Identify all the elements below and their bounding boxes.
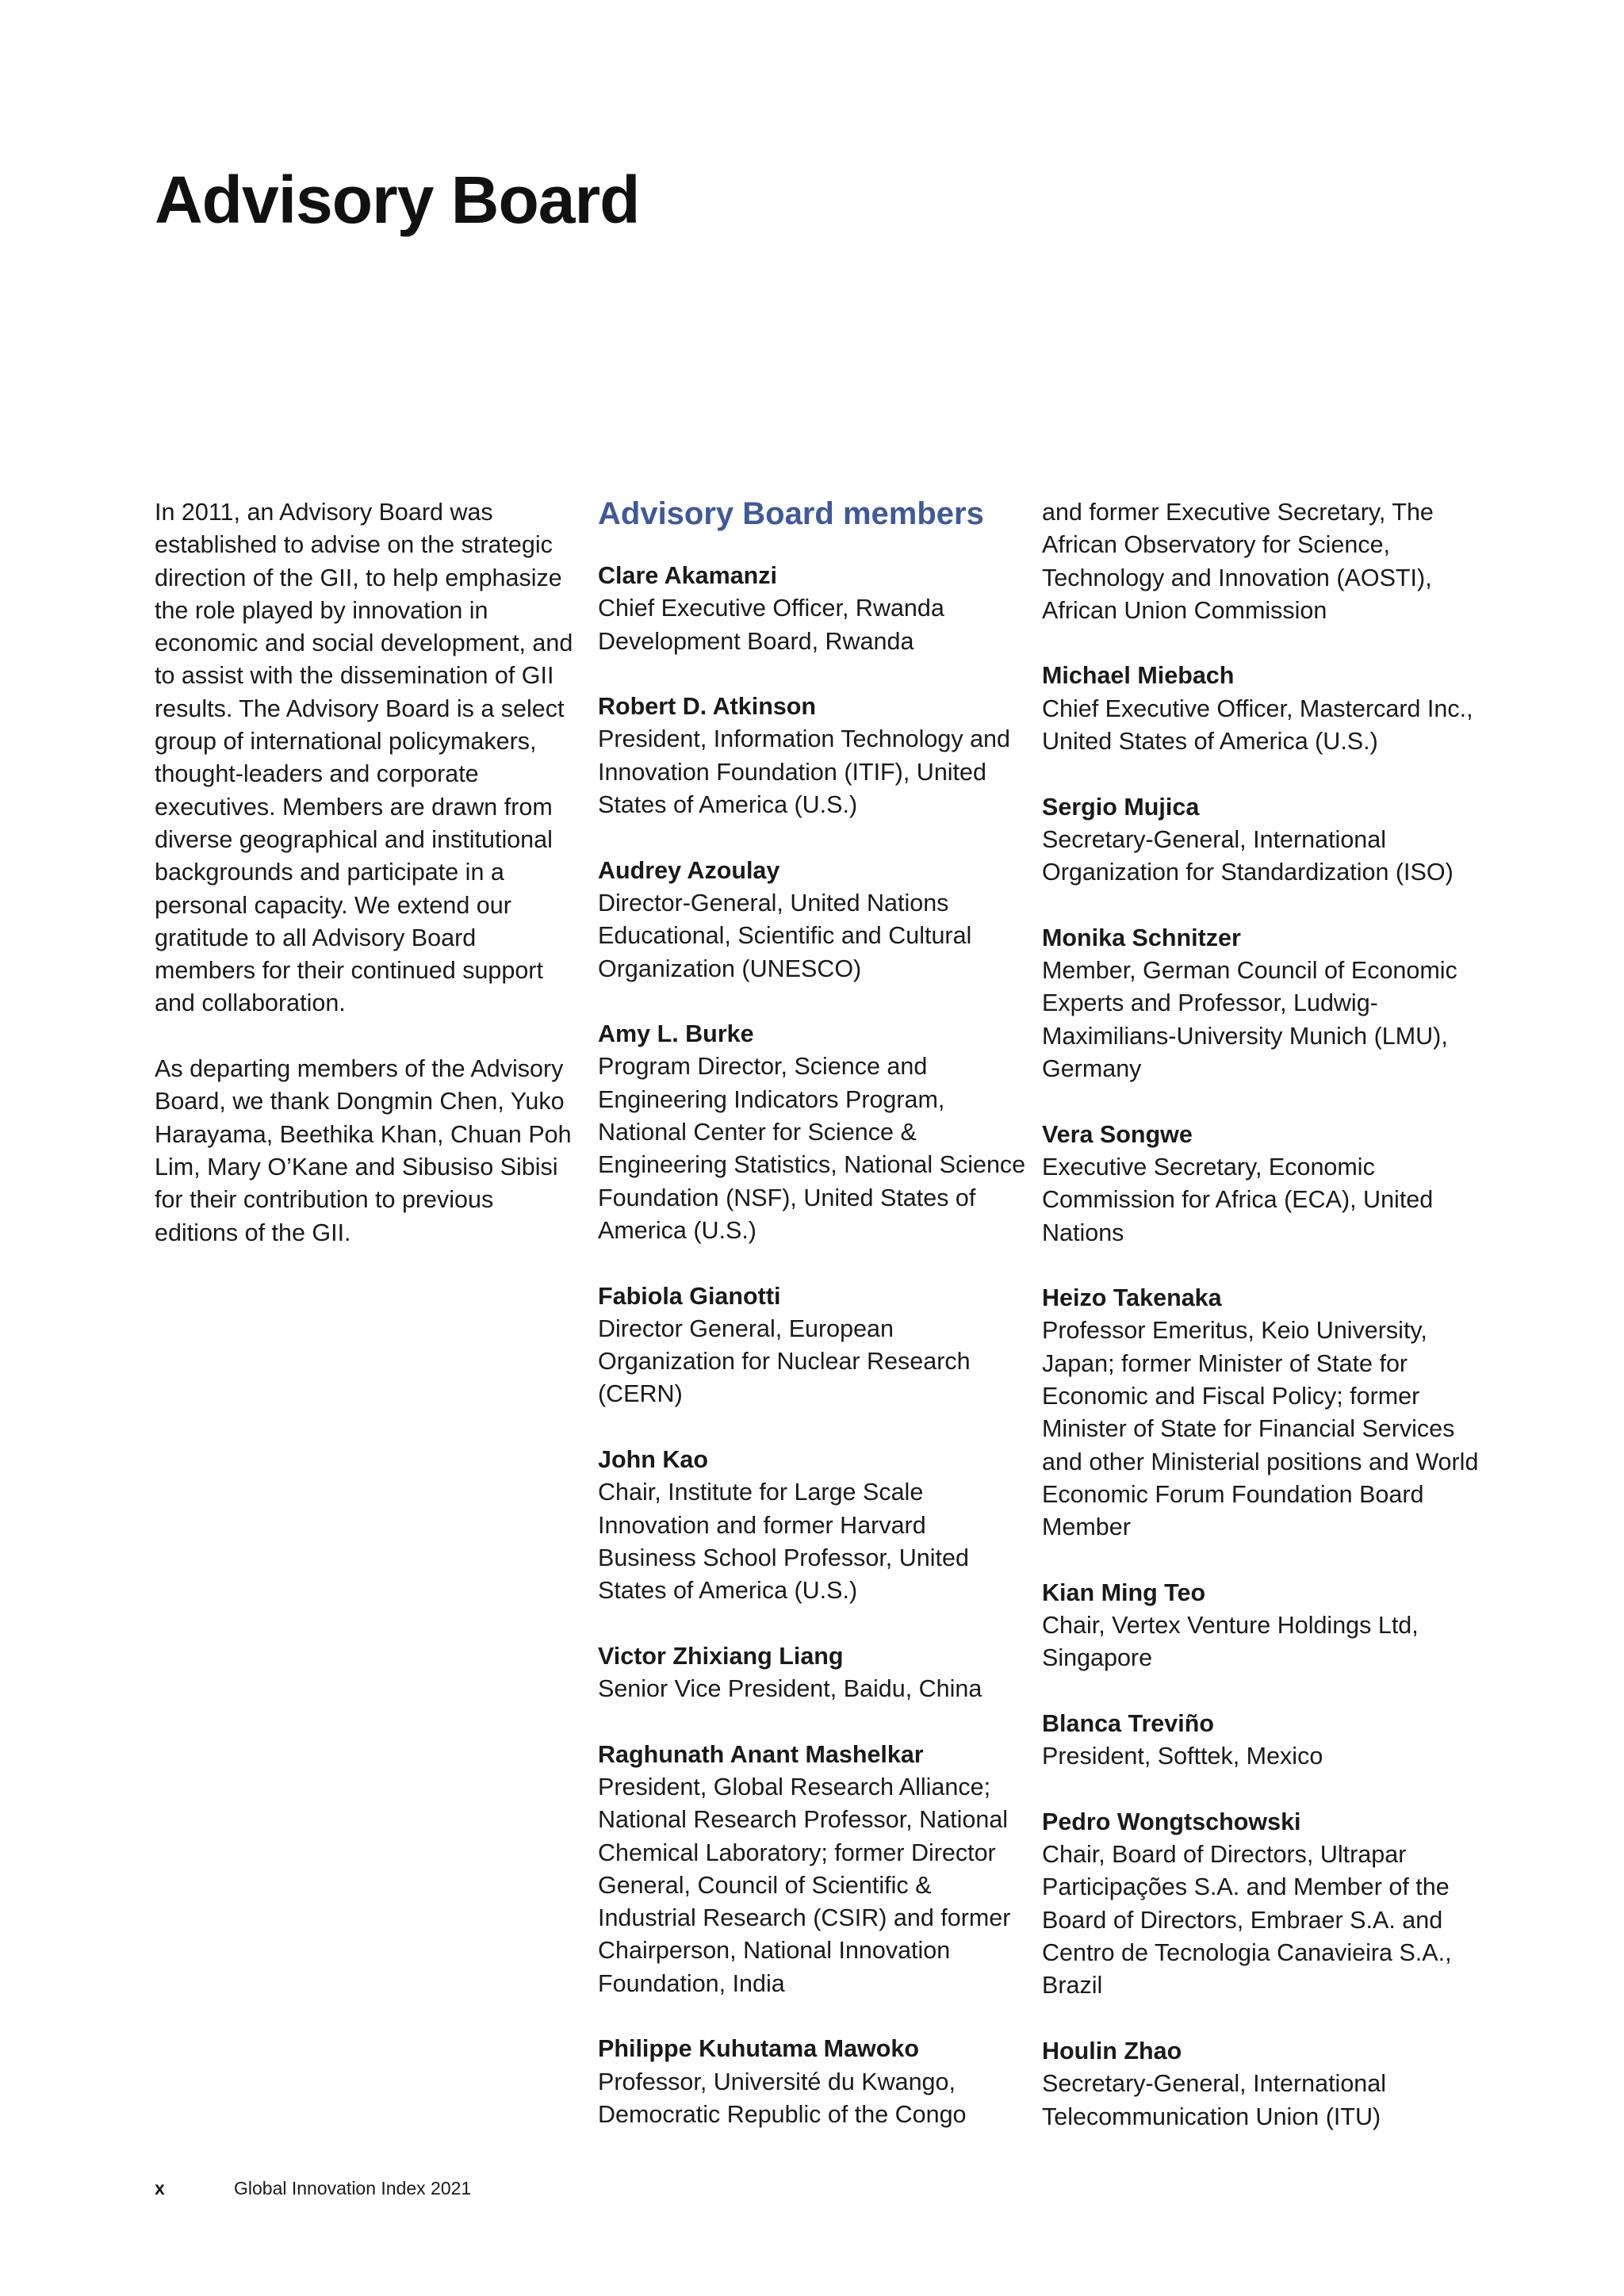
member-entry <box>1042 660 1486 758</box>
member-role: Professor, Université du Kwango, Democratic Republic of the Congo <box>598 2068 967 2128</box>
member-name: Heizo Takenaka <box>1042 1284 1222 1312</box>
member-role: Chief Executive Officer, Rwanda Development Board, Rwanda <box>598 595 944 655</box>
publication-name: Global Innovation Index 2021 <box>234 2178 472 2198</box>
members-column-left <box>598 496 1026 2164</box>
member-entry <box>1042 1119 1486 1249</box>
member-name: Clare Akamanzi <box>598 562 778 589</box>
intro-column <box>155 496 583 1249</box>
members-column-right <box>1042 496 1486 2166</box>
member-name: Michael Miebach <box>1042 662 1235 690</box>
member-role: President, Softtek, Mexico <box>1042 1743 1323 1770</box>
member-entry <box>598 1018 1026 1247</box>
member-role: President, Information Technology and Innovation Foundation (ITIF), United States of America (U.S.) <box>598 725 1010 819</box>
member-entry <box>598 2033 1026 2131</box>
member-entry <box>598 1280 1026 1411</box>
member-entry <box>1042 1806 1486 2003</box>
member-role: Secretary-General, International Organization for Standardization (ISO) <box>1042 825 1454 886</box>
member-entry <box>598 1739 1026 2000</box>
member-name: John Kao <box>598 1446 708 1474</box>
member-role: Chair, Institute for Large Scale Innovation and former Harvard Business School Professor, United States of America (U.S.) <box>598 1479 969 1605</box>
member-name: Monika Schnitzer <box>1042 924 1241 951</box>
member-entry <box>1042 1708 1486 1774</box>
member-name: Robert D. Atkinson <box>598 693 817 721</box>
member-name: Vera Songwe <box>1042 1120 1193 1148</box>
member-name: Philippe Kuhutama Mawoko <box>598 2035 920 2063</box>
member-entry <box>1042 791 1486 890</box>
member-entry <box>598 1640 1026 1706</box>
member-role: Executive Secretary, Economic Commission for Africa (ECA), United Nations <box>1042 1153 1434 1246</box>
page-number: x <box>155 2178 165 2198</box>
member-name: Kian Ming Teo <box>1042 1578 1206 1606</box>
member-entry <box>1042 2035 1486 2133</box>
member-role: Director-General, United Nations Educational, Scientific and Cultural Organization (UNESCO) <box>598 889 972 982</box>
page-footer <box>155 2176 472 2200</box>
intro-paragraph: In 2011, an Advisory Board was established to advise on the strategic direction of the GII, to help emphasize the role played by innovation in economic and social development, and to assist with the dissemination of GII results. The Advisory Board is a select group of international policymakers, thought-leaders and corporate executives. Members are drawn from diverse geographical and institutional backgrounds and participate in a personal capacity. We extend our gratitude to all Advisory Board members for their continued support and collaboration. <box>155 499 573 1017</box>
member-name: Sergio Mujica <box>1042 793 1200 821</box>
member-name: Victor Zhixiang Liang <box>598 1642 844 1670</box>
member-entry <box>598 1444 1026 1607</box>
member-entry <box>598 560 1026 658</box>
member-role: Director General, European Organization for Nuclear Research (CERN) <box>598 1314 971 1408</box>
member-name: Amy L. Burke <box>598 1020 754 1048</box>
member-name: Pedro Wongtschowski <box>1042 1808 1301 1835</box>
member-role: Chair, Board of Directors, Ultrapar Participações S.A. and Member of the Board of Directors, Embraer S.A. and Centro de Tecnologia Canavieira S.A., Brazil <box>1042 1841 1452 1999</box>
member-name: Audrey Azoulay <box>598 856 780 884</box>
member-role: Program Director, Science and Engineering Indicators Program, National Center for Science & Engineering Statistics, National Science Foundation (NSF), United States of America (U.S.) <box>598 1053 1026 1244</box>
member-role-continuation: and former Executive Secretary, The African Observatory for Science, Technology and Innovation (AOSTI), African Union Commission <box>1042 499 1434 624</box>
member-entry <box>1042 1282 1486 1544</box>
member-entry <box>1042 922 1486 1085</box>
member-role: Senior Vice President, Baidu, China <box>598 1675 982 1703</box>
member-role: Secretary-General, International Telecommunication Union (ITU) <box>1042 2070 1386 2130</box>
members-list-right <box>1042 660 1486 2133</box>
member-role: Member, German Council of Economic Experts and Professor, Ludwig-Maximilians-University Munich (LMU), Germany <box>1042 957 1457 1083</box>
member-name: Blanca Treviño <box>1042 1709 1214 1737</box>
departing-members-paragraph: As departing members of the Advisory Board, we thank Dongmin Chen, Yuko Harayama, Beethika Khan, Chuan Poh Lim, Mary O’Kane and Sibusiso Sibisi for their contribution to previous editions of the GII. <box>155 1055 572 1246</box>
members-heading: Advisory Board members <box>598 496 984 531</box>
member-role: Chair, Vertex Venture Holdings Ltd, Singapore <box>1042 1612 1419 1672</box>
member-entry <box>598 855 1026 985</box>
member-name: Houlin Zhao <box>1042 2037 1182 2064</box>
member-entry <box>598 691 1026 821</box>
members-list-left <box>598 560 1026 2131</box>
member-name: Fabiola Gianotti <box>598 1282 781 1310</box>
member-role: President, Global Research Alliance; National Research Professor, National Chemical Laboratory; former Director General, Council of Scientific & Industrial Research (CSIR) and former Chairperson, National Innovation Foundation, India <box>598 1773 1011 1997</box>
page-title: Advisory Board <box>155 163 640 237</box>
member-entry <box>1042 1577 1486 1675</box>
member-role: Chief Executive Officer, Mastercard Inc., United States of America (U.S.) <box>1042 695 1473 756</box>
member-name: Raghunath Anant Mashelkar <box>598 1740 924 1768</box>
member-role: Professor Emeritus, Keio University, Japan; former Minister of State for Economic and Fiscal Policy; former Minister of State for Financial Services and other Ministerial positions and World Economic Forum Foundation Board Member <box>1042 1317 1479 1541</box>
